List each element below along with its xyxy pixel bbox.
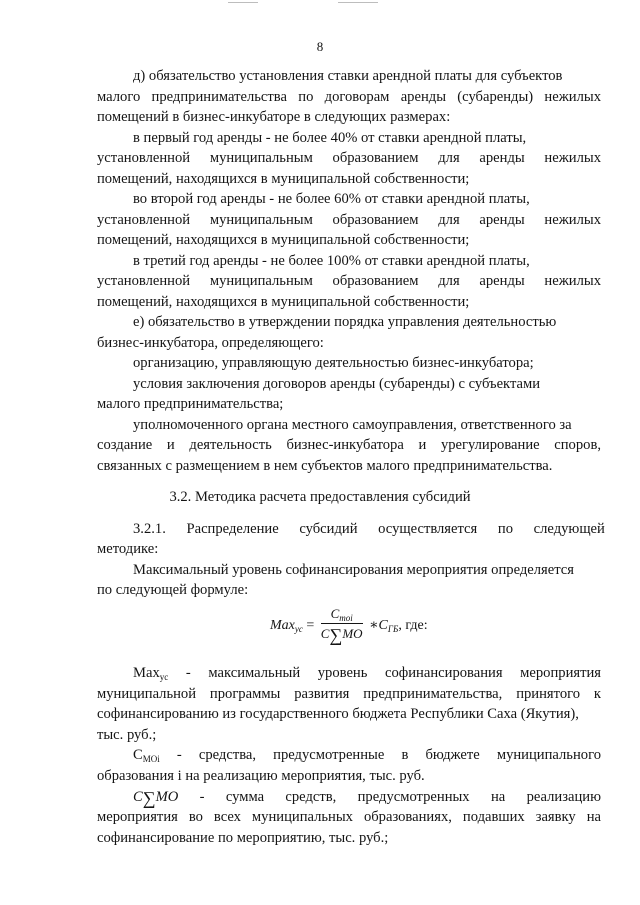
- paragraph-line: малого предпринимательства;: [97, 396, 284, 412]
- formula-fraction: [321, 606, 363, 646]
- formula-denominator: C∑MO: [320, 625, 363, 645]
- paragraph-line: 3.2.1. Распределение субсидий осуществляется по следующей: [133, 521, 605, 537]
- paragraph-line: установленной муниципальным образованием для аренды нежилых: [97, 150, 601, 166]
- paragraph-line: уполномоченного органа местного самоуправления, ответственного за: [133, 417, 572, 433]
- paragraph-line: по следующей формуле:: [97, 582, 249, 598]
- paragraph-line: условия заключения договоров аренды (субаренды) с субъектами: [133, 376, 541, 392]
- paragraph-line: малого предпринимательства по договорам аренды (субаренды) нежилых: [97, 89, 601, 105]
- formula-factor: C: [378, 618, 388, 634]
- paragraph-line: помещений, находящихся в муниципальной собственности;: [97, 294, 470, 310]
- formula: Max$_{ус}$ = $\frac{C_{moi}}{C\sum MO}$ $∗C_{ГБ}$, где:: [270, 606, 428, 645]
- formula-times: ∗: [369, 618, 379, 634]
- paragraph-line: помещений, находящихся в муниципальной собственности;: [97, 232, 470, 248]
- paragraph-line: во второй год аренды - не более 60% от ставки арендной платы,: [133, 191, 530, 207]
- paragraph-line: мероприятия во всех муниципальных образованиях, подавших заявку на: [97, 809, 601, 825]
- paragraph-line: методике:: [97, 541, 159, 557]
- formula-suffix: , где:: [398, 618, 428, 634]
- paragraph-line: тыс. руб.;: [97, 727, 157, 743]
- paragraph-line: помещений, находящихся в муниципальной собственности;: [97, 171, 470, 187]
- formula-lhs: Max: [270, 618, 295, 634]
- page-number: 8: [316, 39, 324, 54]
- formula-factor-subscript: ГБ: [387, 624, 399, 635]
- paragraph-line: софинансирование по мероприятию, тыс. руб.;: [97, 830, 389, 846]
- formula-numerator: $C_{moi}$: [321, 606, 363, 624]
- paragraph-line: муниципальной программы развития предпринимательства, принятого к: [97, 686, 601, 702]
- paragraph-line: помещений в бизнес-инкубаторе в следующих размерах:: [97, 109, 451, 125]
- paragraph-line: создание и деятельность бизнес-инкубатора и урегулирование споров,: [97, 437, 601, 453]
- scan-artifact: [338, 2, 378, 3]
- section-heading: 3.2. Методика расчета предоставления субсидий: [169, 489, 471, 505]
- paragraph-line: софинансированию из государственного бюджета Республики Саха (Якутия),: [97, 706, 579, 722]
- paragraph-line: связанных с размещением в нем субъектов малого предпринимательства.: [97, 458, 553, 474]
- paragraph-line: установленной муниципальным образованием для аренды нежилых: [97, 212, 601, 228]
- paragraph-line: д) обязательство установления ставки арендной платы для субъектов: [133, 68, 563, 84]
- paragraph-line: бизнес-инкубатора, определяющего:: [97, 335, 324, 351]
- definition-cmo: $С_{МОi}$ - средства, предусмотренные в бюджете муниципального: [133, 747, 601, 764]
- paragraph-line: Максимальный уровень софинансирования мероприятия определяется: [133, 562, 574, 578]
- scan-artifact: [228, 2, 258, 3]
- paragraph-line: в первый год аренды - не более 40% от ставки арендной платы,: [133, 130, 527, 146]
- paragraph-line: установленной муниципальным образованием для аренды нежилых: [97, 273, 601, 289]
- paragraph-line: образования i на реализацию мероприятия, тыс. руб.: [97, 768, 425, 784]
- paragraph-line: в третий год аренды - не более 100% от ставки арендной платы,: [133, 253, 530, 269]
- definition-max: Max$_{ус}$ - максимальный уровень софинансирования мероприятия: [133, 665, 602, 682]
- paragraph-line: организацию, управляющую деятельностью бизнес-инкубатора;: [133, 355, 534, 371]
- paragraph-line: е) обязательство в утверждении порядка управления деятельностью: [133, 314, 557, 330]
- definition-csum: C∑MO - сумма средств, предусмотренных на реализацию: [133, 788, 601, 808]
- formula-lhs-subscript: ус: [294, 624, 303, 635]
